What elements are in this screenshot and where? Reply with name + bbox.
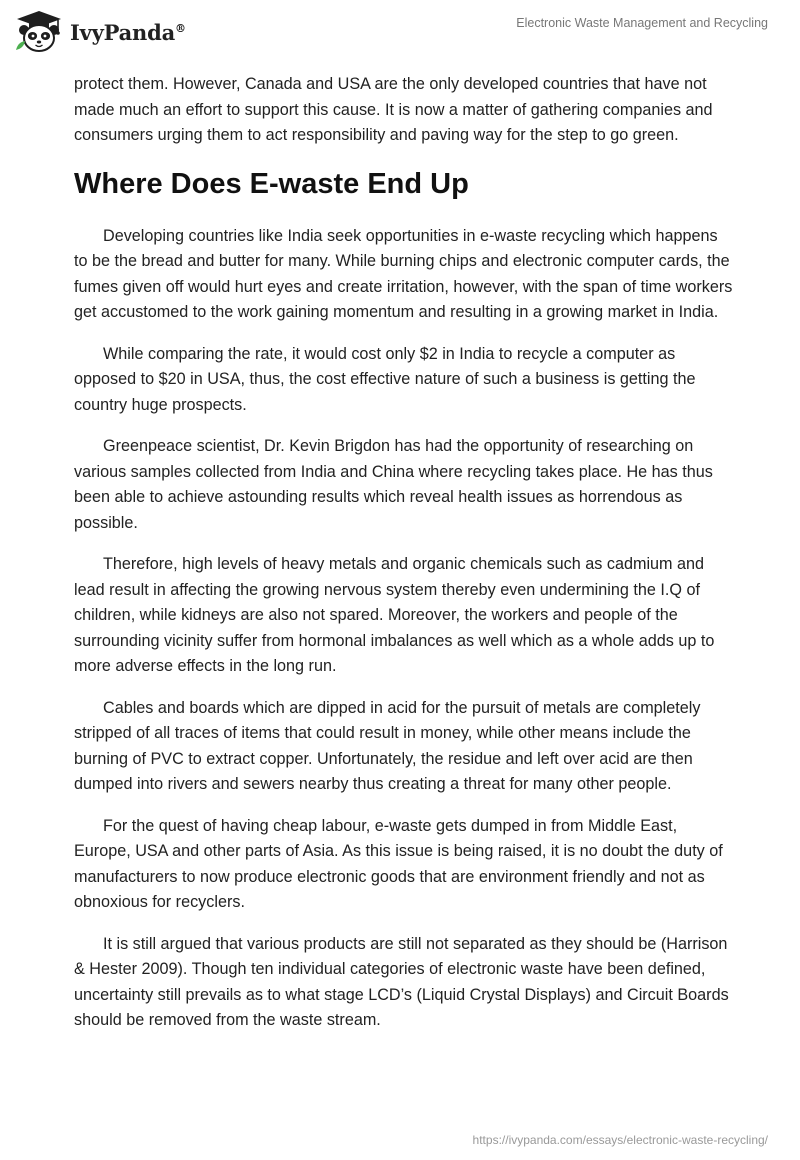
source-url[interactable]: https://ivypanda.com/essays/electronic-waste-recycling/ [472, 1133, 768, 1147]
article-body [74, 72, 734, 1050]
body-paragraph: For the quest of having cheap labour, e-waste gets dumped in from Middle East, Europe, USA and other parts of Asia. As this issue is being raised, it is no doubt the duty of manufacturers to now produce electronic goods that are environment friendly and not as obnoxious for recyclers. [74, 816, 723, 911]
section-heading: Where Does E-waste End Up [74, 167, 469, 200]
body-paragraph: Therefore, high levels of heavy metals and organic chemicals such as cadmium and lead result in affecting the growing nervous system thereby even undermining the I.Q of children, while kidneys are also not spared. Moreover, the workers and people of the surrounding vicinity suffer from hormonal imbalances as well which as a whole adds up to more adverse effects in the long run. [74, 555, 715, 675]
brand-name: IvyPanda® [70, 19, 186, 45]
body-paragraph: It is still argued that various products are still not separated as they should be (Harrison & Hester 2009). Though ten individual categories of electronic waste have been defined, uncertainty still prevails as to what stage LCD’s (Liquid Crystal Displays) and Circuit Boards should be removed from the waste stream. [74, 934, 729, 1029]
body-paragraph: Developing countries like India seek opportunities in e-waste recycling which happens to be the bread and butter for many. While burning chips and electronic computer cards, the fumes given off would hurt eyes and create irritation, however, with the span of time workers get accustomed to the work gaining momentum and resulting in a growing market in India. [74, 226, 733, 321]
intro-paragraph: protect them. However, Canada and USA are the only developed countries that have not made much an effort to support this cause. It is now a matter of gathering companies and consumers urging them to act responsibility and paving way for the step to go green. [74, 75, 713, 144]
document-title: Electronic Waste Management and Recycling [516, 16, 768, 30]
brand-logo[interactable] [14, 10, 186, 54]
registered-mark: ® [175, 21, 186, 35]
panda-graduate-icon [14, 10, 64, 54]
body-paragraph: While comparing the rate, it would cost only $2 in India to recycle a computer as opposed to $20 in USA, thus, the cost effective nature of such a business is getting the country huge prospects. [74, 344, 696, 414]
body-paragraph: Greenpeace scientist, Dr. Kevin Brigdon has had the opportunity of researching on various samples collected from India and China where recycling takes place. He has thus been able to achieve astounding results which reveal health issues as horrendous as possible. [74, 437, 713, 532]
page-header [0, 0, 800, 60]
body-paragraph: Cables and boards which are dipped in acid for the pursuit of metals are completely stripped of all traces of items that could result in money, while other means include the burning of PVC to extract copper. Unfortunately, the residue and left over acid are then dumped into rivers and sewers nearby thus creating a threat for many other people. [74, 698, 701, 793]
